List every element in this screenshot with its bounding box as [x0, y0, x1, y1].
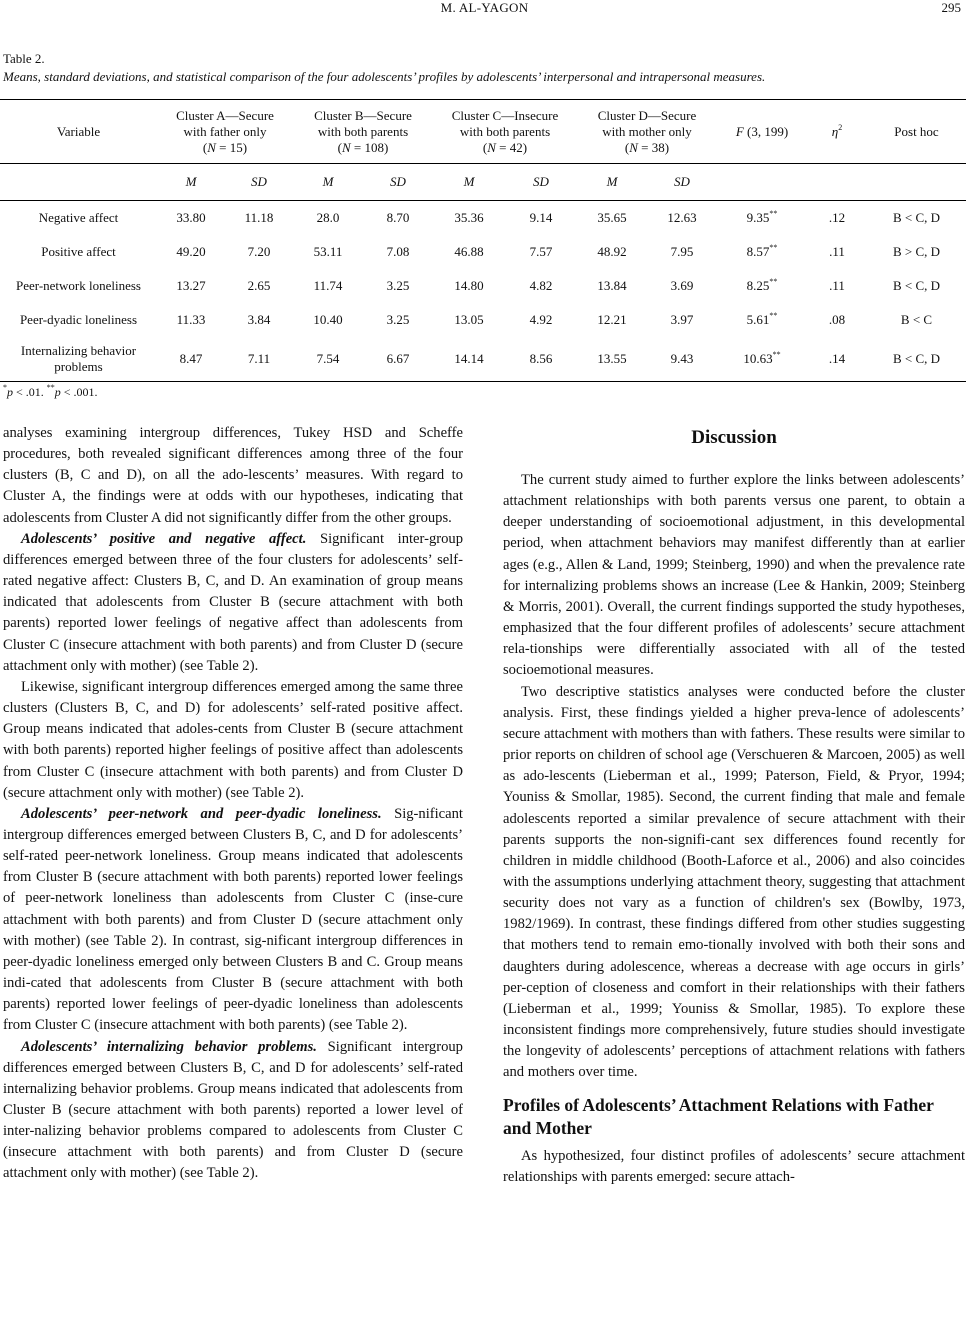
table-note: *p < .01. **p < .001.: [3, 383, 98, 399]
cell-value: 11.74: [313, 278, 343, 293]
run-in-heading: Adolescents’ internalizing behavior problems.: [21, 1038, 317, 1055]
cluster-c-line2: with both parents: [459, 123, 551, 139]
cell-f: 9.35**: [746, 209, 778, 225]
header-cluster-c: [433, 100, 577, 164]
subheader-m: M: [293, 164, 363, 201]
cell-f: 10.63**: [717, 337, 807, 382]
cluster-d-n: (N = 38): [624, 139, 670, 155]
cell-value: 33.80: [176, 210, 206, 225]
cell-value: 7.08: [386, 244, 410, 259]
cell-value: 10.40: [313, 312, 343, 327]
cell-f: 8.25**: [746, 277, 778, 293]
cell-value: 53.11: [313, 244, 343, 259]
cell-eta: .14: [807, 337, 867, 382]
cell-value: 7.54: [293, 337, 363, 382]
table-header-row: [0, 100, 966, 164]
cluster-c-n: (N = 42): [482, 139, 528, 155]
cluster-b-n: (N = 108): [337, 139, 389, 155]
cell-value: 2.65: [247, 278, 271, 293]
cell-value: 49.20: [176, 244, 206, 259]
header-variable: Variable: [0, 100, 157, 164]
subheader-m: M: [433, 164, 505, 201]
subheader-sd: SD: [225, 164, 293, 201]
paragraph: Two descriptive statistics analyses were conducted before the cluster analysis. First, these findings yielded a higher preva-lence of adolescents’ secure attachment with mothers than with fathers. These results were similar to prior reports on children of school age (Verschueren & Marcoen, 2005) as well as ado-lescents (Lieberman et al., 1999; Paterson, Field, & Pryor, 1994; Youniss & Smollar, 1985). Second, the current finding that male and female adolescents reported a similar prevalence of secure attachment with their parents supports the non-signifi-cant sex differences found recently for children in middle childhood (Booth-Laforce et al., 2006) and also coincides with the assumptions underlying attachment theory, suggesting that attachment security does not vary as a function of children's sex (Bowlby, 1973, 1982/1969). In contrast, these findings differed from other studies suggesting that mothers tend to remain emo-tionally involved with both their sons and daughters during adolescence, whereas a decrease with age occurs in girls’ per-ception of closeness and comfort in their relationships with their fathers (Lieberman et al., 1999; Youniss & Smollar, 1985). To explore these inconsistent findings more comprehensively, future studies should investigate the longevity of adolescents’ perceptions of attachment relations with fathers and mothers over time.: [503, 683, 965, 1081]
cell-value: 3.69: [670, 278, 694, 293]
paragraph: The current study aimed to further explore the links between adolescents’ attachment relationships with both parents versus one parent, to obtain a deeper understanding of socioemotional adjustment, in this developmental period, when attachment behaviors may manifest differently than at earlier ages (e.g., Allen & Land, 1999; Steinberg, 1990) and when the prevalence rate for internalizing problems shows an increase (Lee & Hankin, 2009; Steinberg & Morris, 2001). Overall, the current findings supported the study hypotheses, emphasized that the four different profiles of adolescents’ secure attachment rela-tionships were differentially associated with all of the tested socioemotional measures.: [503, 472, 965, 679]
cell-value: 12.63: [667, 210, 697, 225]
paragraph: Adolescents’ positive and negative affect. Significant inter-group differences emerged between three of the four clusters for adolescents’ self-rated negative affect: Clusters B, C, and D. An examination of group means indicated that adolescents from Cluster B (secure attachment with both parents) reported lower feelings of negative affect than adolescents from Cluster C (insecure attachment with both parents) and from Cluster D (secure attachment only with mother) (see Table 2).: [3, 530, 463, 674]
table-subheader-row: [0, 164, 966, 201]
cell-value: 13.27: [176, 278, 206, 293]
cell-value: 35.36: [454, 210, 484, 225]
paragraph: As hypothesized, four distinct profiles of adolescents’ secure attachment relationships with parents emerged: secure attach-: [503, 1147, 965, 1185]
cell-posthoc: B > C, D: [892, 244, 941, 259]
results-table: [0, 99, 966, 382]
cluster-b-line2: with both parents: [317, 123, 409, 139]
run-in-heading: Adolescents’ peer-network and peer-dyadic loneliness.: [21, 805, 382, 822]
cluster-a-line2: with father only: [183, 123, 267, 139]
cell-value: 7.11: [225, 337, 293, 382]
cell-value: 3.97: [670, 312, 694, 327]
cell-eta: .11: [829, 244, 845, 259]
cell-posthoc: B < C, D: [867, 337, 966, 382]
subheader-m: M: [577, 164, 647, 201]
table-row: [0, 269, 966, 303]
cell-value: 8.47: [157, 337, 225, 382]
page-number: 295: [941, 0, 961, 15]
cell-variable: Positive affect: [41, 244, 116, 259]
cell-value: 9.43: [647, 337, 717, 382]
cell-value: 35.65: [597, 210, 627, 225]
subheader-sd: SD: [505, 164, 577, 201]
running-header: [0, 0, 969, 20]
cluster-c-line1: Cluster C—Insecure: [451, 107, 559, 123]
table-label: Table 2.: [3, 51, 45, 66]
cell-value: 4.82: [529, 278, 553, 293]
left-column: [3, 423, 463, 1185]
table-caption: Means, standard deviations, and statistical comparison of the four adolescents’ profiles by adolescents’ interpersonal and intrapersonal measures.: [3, 69, 766, 84]
table-row: [0, 235, 966, 269]
cell-eta: .11: [829, 278, 845, 293]
header-cluster-a: [157, 100, 293, 164]
cell-variable: Negative affect: [38, 210, 119, 225]
header-cluster-b: [293, 100, 433, 164]
header-eta: $\eta^2$: [807, 100, 867, 164]
cell-value: 7.57: [529, 244, 553, 259]
cell-value: 13.55: [577, 337, 647, 382]
cell-f: 8.57**: [746, 243, 778, 259]
header-cluster-d: [577, 100, 717, 164]
cell-value: 13.84: [597, 278, 627, 293]
cell-value: 8.56: [505, 337, 577, 382]
cell-value: 46.88: [454, 244, 484, 259]
cell-eta: .08: [828, 312, 846, 327]
subheader-m: M: [157, 164, 225, 201]
cell-variable: Peer-network loneliness: [15, 278, 141, 293]
subheader-sd: SD: [363, 164, 433, 201]
cell-value: 8.70: [386, 210, 410, 225]
cell-value: 3.25: [386, 312, 410, 327]
header-posthoc: Post hoc: [867, 100, 966, 164]
cluster-b-line1: Cluster B—Secure: [314, 107, 412, 123]
subsection-heading: Profiles of Adolescents’ Attachment Relations with Father and Mother: [503, 1094, 934, 1138]
cluster-a-n: (N = 15): [202, 139, 248, 155]
cell-value: 6.67: [363, 337, 433, 382]
paragraph: analyses examining intergroup differences, Tukey HSD and Scheffe procedures, both revealed significant differences among three of the four clusters (B, C and D), on all the ado-lescents’ measures. With regard to Cluster A, the findings were at odds with our hypotheses, indicating that adolescents from Cluster A did not significantly differ from the other groups.: [3, 425, 463, 526]
run-in-heading: Adolescents’ positive and negative affect.: [21, 530, 307, 547]
cell-value: 7.95: [670, 244, 694, 259]
cluster-d-line2: with mother only: [602, 123, 692, 139]
table-row: [0, 303, 966, 337]
cell-eta: .12: [828, 210, 846, 225]
cell-f: 5.61**: [746, 311, 778, 327]
paragraph: Adolescents’ peer-network and peer-dyadic loneliness. Sig-nificant intergroup differences emerged between Clusters B, C, and D for adolescents’ self-rated peer-network loneliness. Group means indicated that adolescents from Cluster B (secure attachment with both parents) reported lower feelings of peer-network loneliness than adolescents from Cluster C (inse-cure attachment with both parents) and from Cluster D (secure attachment only with mother) (see Table 2). In contrast, sig-nificant intergroup differences in peer-dyadic loneliness emerged only between Clusters B and C. Group means indi-cated that adolescents from Cluster B (secure attachment with both parents) reported lower feelings of peer-dyadic loneliness than adolescents from Cluster C (insecure attachment with both parents) (see Table 2).: [3, 805, 463, 1034]
cell-value: 14.80: [454, 278, 484, 293]
cell-value: 48.92: [597, 244, 627, 259]
cell-value: 14.14: [433, 337, 505, 382]
cluster-a-line1: Cluster A—Secure: [176, 107, 274, 123]
cell-posthoc: B < C: [900, 312, 933, 327]
cell-value: 3.84: [247, 312, 271, 327]
table-row: [0, 337, 966, 382]
table-row: [0, 201, 966, 236]
cell-value: 7.20: [247, 244, 271, 259]
right-column: [503, 423, 965, 1188]
running-head-author: M. AL-YAGON: [440, 0, 529, 15]
cell-value: 13.05: [454, 312, 484, 327]
paragraph: Likewise, significant intergroup differences emerged among the same three clusters (Clusters B, C, and D) for adolescents’ self-rated positive affect. Group means indicated that adoles-cents from Cluster B (secure attachment with both parents) reported higher feelings of positive affect than adolescents from Cluster C (insecure attachment with both parents) and from Cluster D (secure attachment only with mother) (see Table 2).: [3, 678, 463, 801]
cell-posthoc: B < C, D: [892, 210, 941, 225]
header-f: F (3, 199): [717, 100, 807, 164]
cell-posthoc: B < C, D: [892, 278, 941, 293]
cell-value: 9.14: [529, 210, 553, 225]
cell-value: 28.0: [316, 210, 340, 225]
cluster-d-line1: Cluster D—Secure: [597, 107, 697, 123]
cell-variable: Peer-dyadic loneliness: [19, 312, 138, 327]
subheader-sd: SD: [647, 164, 717, 201]
cell-value: 4.92: [529, 312, 553, 327]
cell-value: 11.33: [176, 312, 206, 327]
cell-value: 3.25: [386, 278, 410, 293]
section-heading: Discussion: [691, 427, 777, 448]
cell-variable: Internalizing behavior problems: [0, 337, 157, 382]
paragraph: Adolescents’ internalizing behavior problems. Significant intergroup differences emerged between Clusters B, C, and D for adolescents’ self-rated internalizing behavior problems. Group means indicated that adolescents from Cluster B (secure attachment with both parents) reported a lower level of inter-nalizing behavior problems compared to adolescents from Cluster C (insecure attachment with both parents) and from Cluster D (secure attachment only with mother) (see Table 2).: [3, 1038, 463, 1182]
cell-value: 12.21: [597, 312, 627, 327]
cell-value: 11.18: [244, 210, 274, 225]
